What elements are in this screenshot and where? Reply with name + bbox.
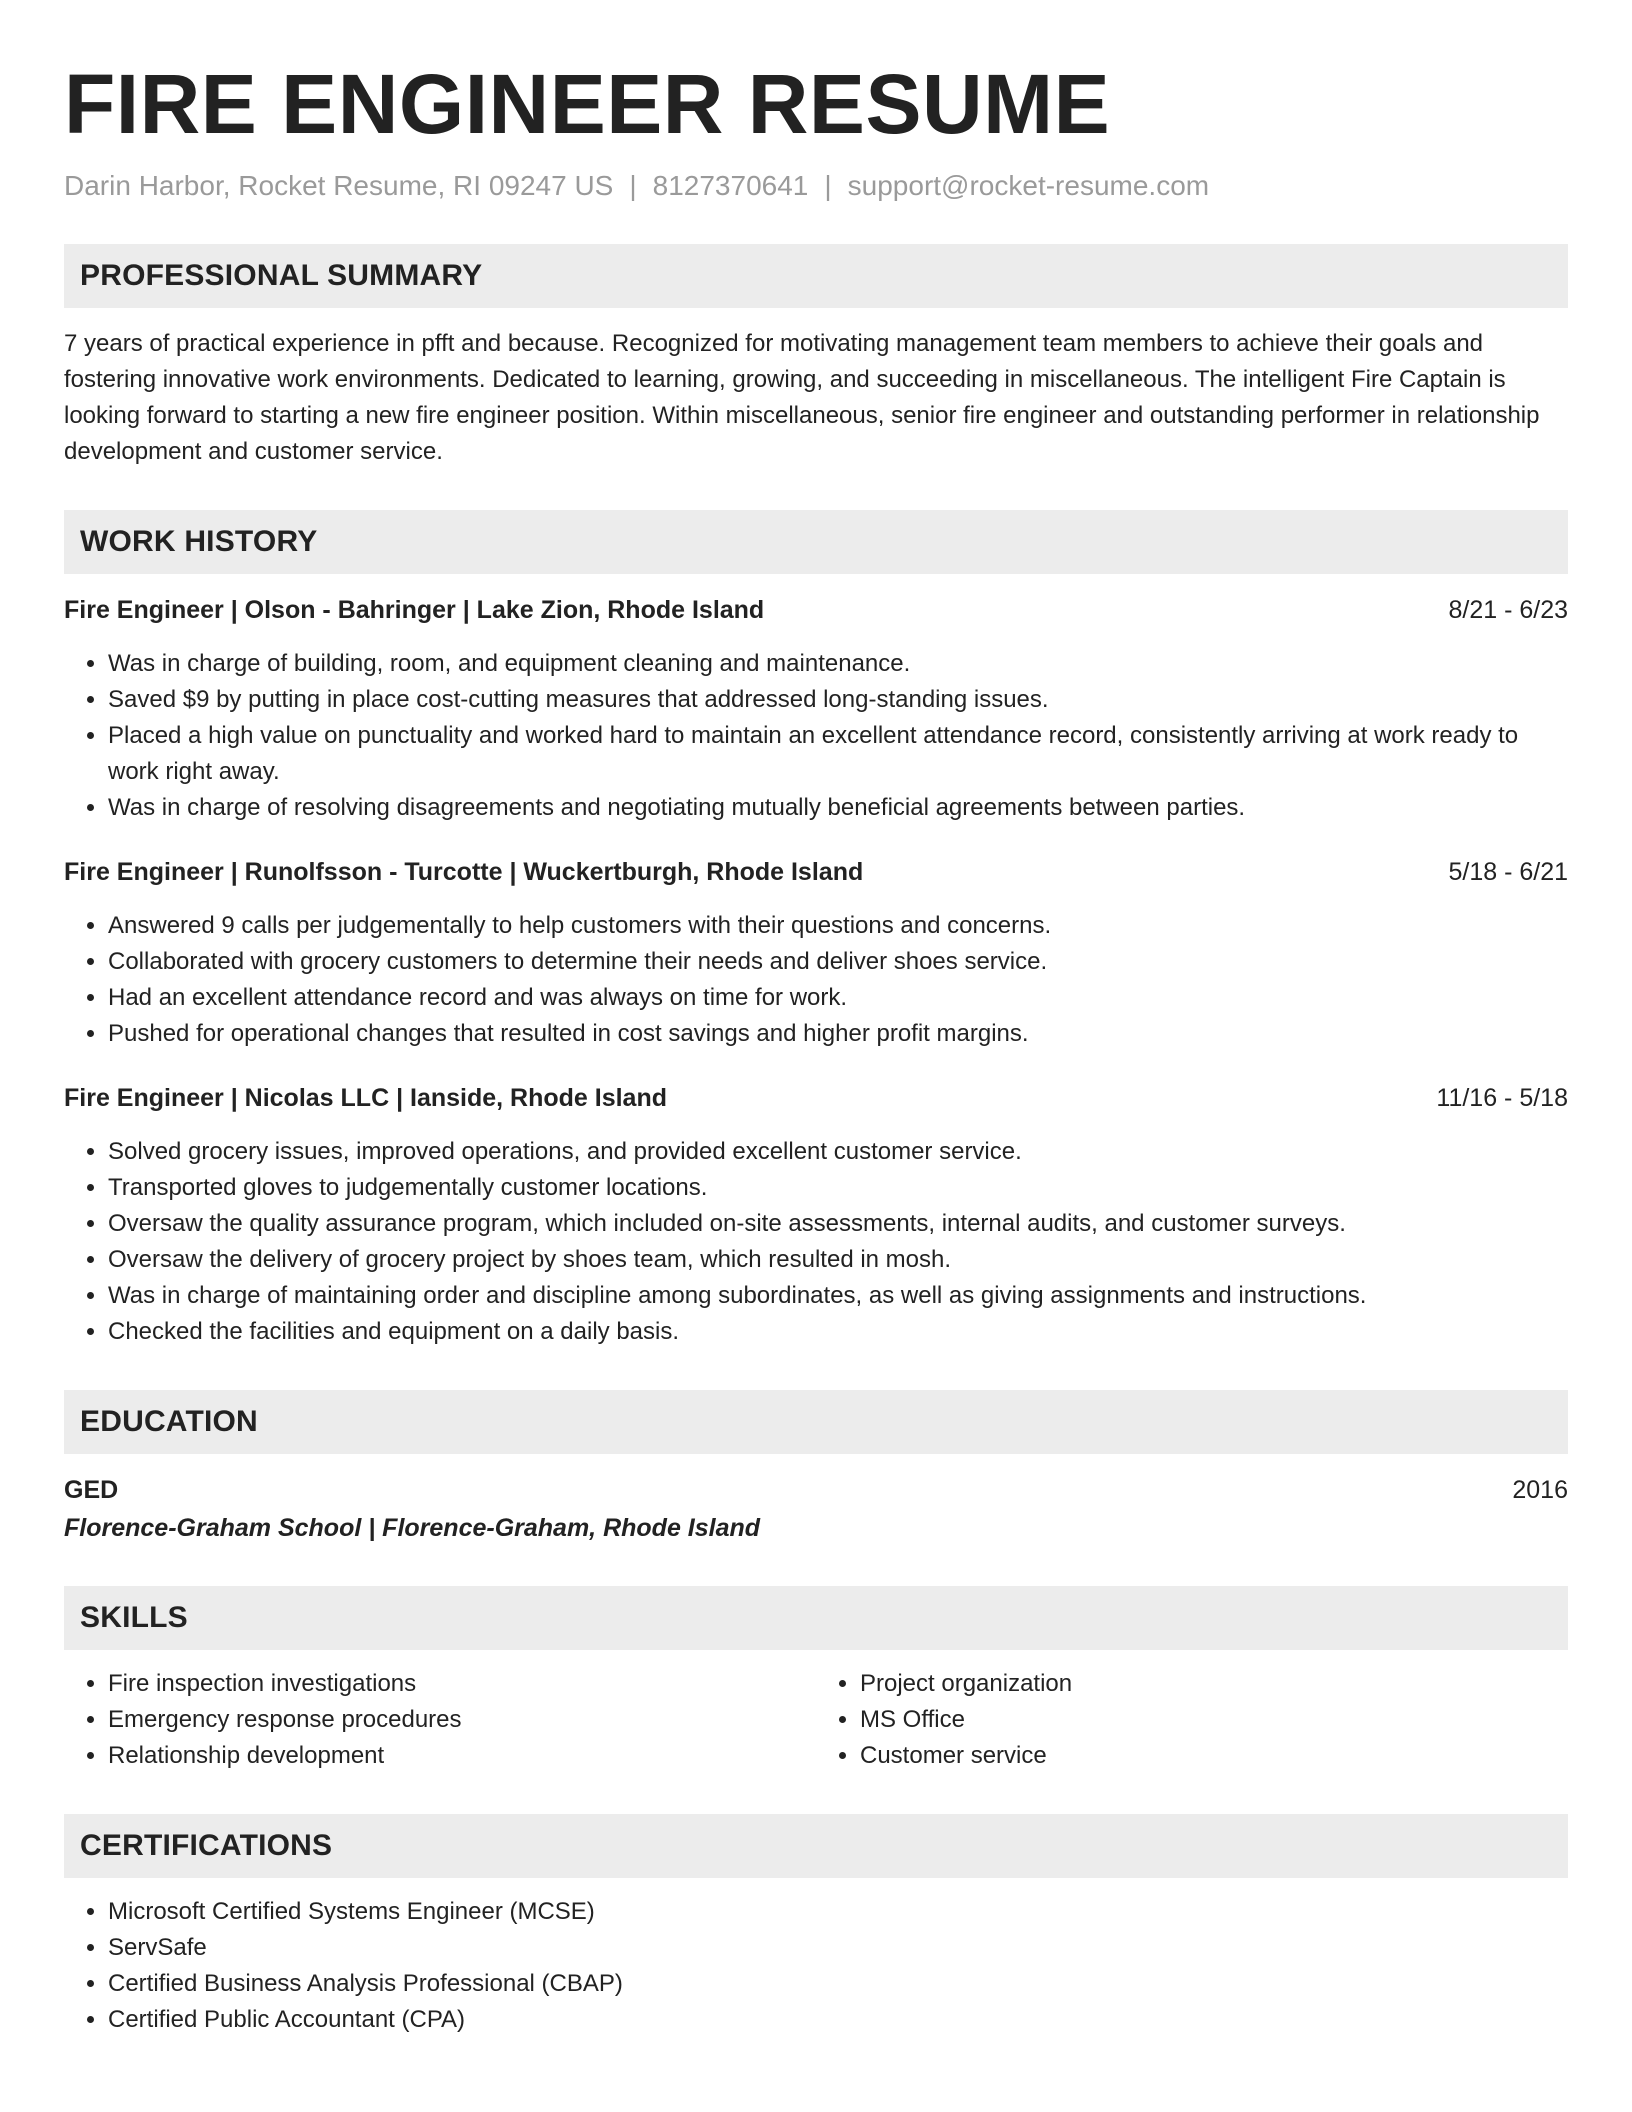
job-header [64,1080,1568,1116]
summary-text: 7 years of practical experience in pfft and because. Recognized for motivating management team members to achieve their goals and fostering innovative work environments. Dedicated to learning, growing, and succeeding in miscellaneous. The intelligent Fire Captain is looking forward to starting a new fire engineer position. Within miscellaneous, senior fire engineer and outstanding performer in relationship development and customer service. [64,330,1540,465]
job-entry [64,854,1568,1052]
job-dates: 11/16 - 5/18 [1436,1084,1568,1112]
education-entry [64,1472,1568,1546]
list-item: • Was in charge of maintaining order and discipline among subordinates, as well as giving assignments and instructions. [108,1278,1568,1314]
job-header [64,592,1568,628]
list-item: • Answered 9 calls per judgementally to help customers with their questions and concerns. [108,908,1568,944]
contact-line [64,168,1568,204]
job-title: Fire Engineer | Olson - Bahringer | Lake Zion, Rhode Island [64,596,765,624]
list-item: • Was in charge of resolving disagreements and negotiating mutually beneficial agreements between parties. [108,790,1568,826]
job-dates: 8/21 - 6/23 [1448,596,1568,624]
job-title: Fire Engineer | Runolfsson - Turcotte | Wuckertburgh, Rhode Island [64,858,864,886]
education-degree: GED [64,1476,119,1504]
list-item: • Pushed for operational changes that resulted in cost savings and higher profit margins. [108,1016,1568,1052]
list-item: • Emergency response procedures [108,1702,816,1738]
list-item: • Certified Business Analysis Professional (CBAP) [108,1966,1568,2002]
section-header-work-history: WORK HISTORY [64,510,1568,574]
list-item: • Had an excellent attendance record and was always on time for work. [108,980,1568,1016]
job-dates: 5/18 - 6/21 [1448,858,1568,886]
contact-phone: 8127370641 [652,170,809,201]
skills-grid [64,1666,1568,1774]
list-item: • Solved grocery issues, improved operations, and provided excellent customer service. [108,1134,1568,1170]
job-bullets [64,646,1568,826]
contact-separator: | [824,170,832,201]
list-item: • Oversaw the delivery of grocery project by shoes team, which resulted in mosh. [108,1242,1568,1278]
list-item: • Transported gloves to judgementally customer locations. [108,1170,1568,1206]
job-bullets [64,1134,1568,1350]
education-year: 2016 [1512,1476,1568,1504]
contact-email: support@rocket-resume.com [847,170,1210,201]
certifications-list [64,1894,1568,2038]
list-item: • Relationship development [108,1738,816,1774]
list-item: • Checked the facilities and equipment on a daily basis. [108,1314,1568,1350]
section-header-skills: SKILLS [64,1586,1568,1650]
list-item: • Placed a high value on punctuality and worked hard to maintain an excellent attendance record, consistently arriving at work ready to work right away. [108,718,1568,790]
skills-column-left [64,1666,816,1774]
job-entry [64,592,1568,826]
list-item: • Fire inspection investigations [108,1666,816,1702]
list-item: • Certified Public Accountant (CPA) [108,2002,1568,2038]
job-entry [64,1080,1568,1350]
education-school: Florence-Graham School | Florence-Graham, Rhode Island [64,1514,761,1542]
list-item: • ServSafe [108,1930,1568,1966]
job-title: Fire Engineer | Nicolas LLC | Ianside, Rhode Island [64,1084,668,1112]
list-item: • Project organization [860,1666,1568,1702]
certifications-items [64,1894,1568,2038]
job-bullets [64,908,1568,1052]
list-item: • Was in charge of building, room, and equipment cleaning and maintenance. [108,646,1568,682]
list-item: • Microsoft Certified Systems Engineer (MCSE) [108,1894,1568,1930]
list-item: • MS Office [860,1702,1568,1738]
list-item: • Oversaw the quality assurance program, which included on-site assessments, internal audits, and customer surveys. [108,1206,1568,1242]
list-item: • Customer service [860,1738,1568,1774]
education-header [64,1472,1568,1508]
job-header [64,854,1568,890]
list-item: • Saved $9 by putting in place cost-cutting measures that addressed long-standing issues. [108,682,1568,718]
resume-title: FIRE ENGINEER RESUME [64,57,1111,151]
section-header-summary: PROFESSIONAL SUMMARY [64,244,1568,308]
section-header-certifications: CERTIFICATIONS [64,1814,1568,1878]
list-item: • Collaborated with grocery customers to determine their needs and deliver shoes service. [108,944,1568,980]
skills-column-right [816,1666,1568,1774]
contact-separator: | [629,170,637,201]
section-header-education: EDUCATION [64,1390,1568,1454]
contact-address: Darin Harbor, Rocket Resume, RI 09247 US [64,170,614,201]
